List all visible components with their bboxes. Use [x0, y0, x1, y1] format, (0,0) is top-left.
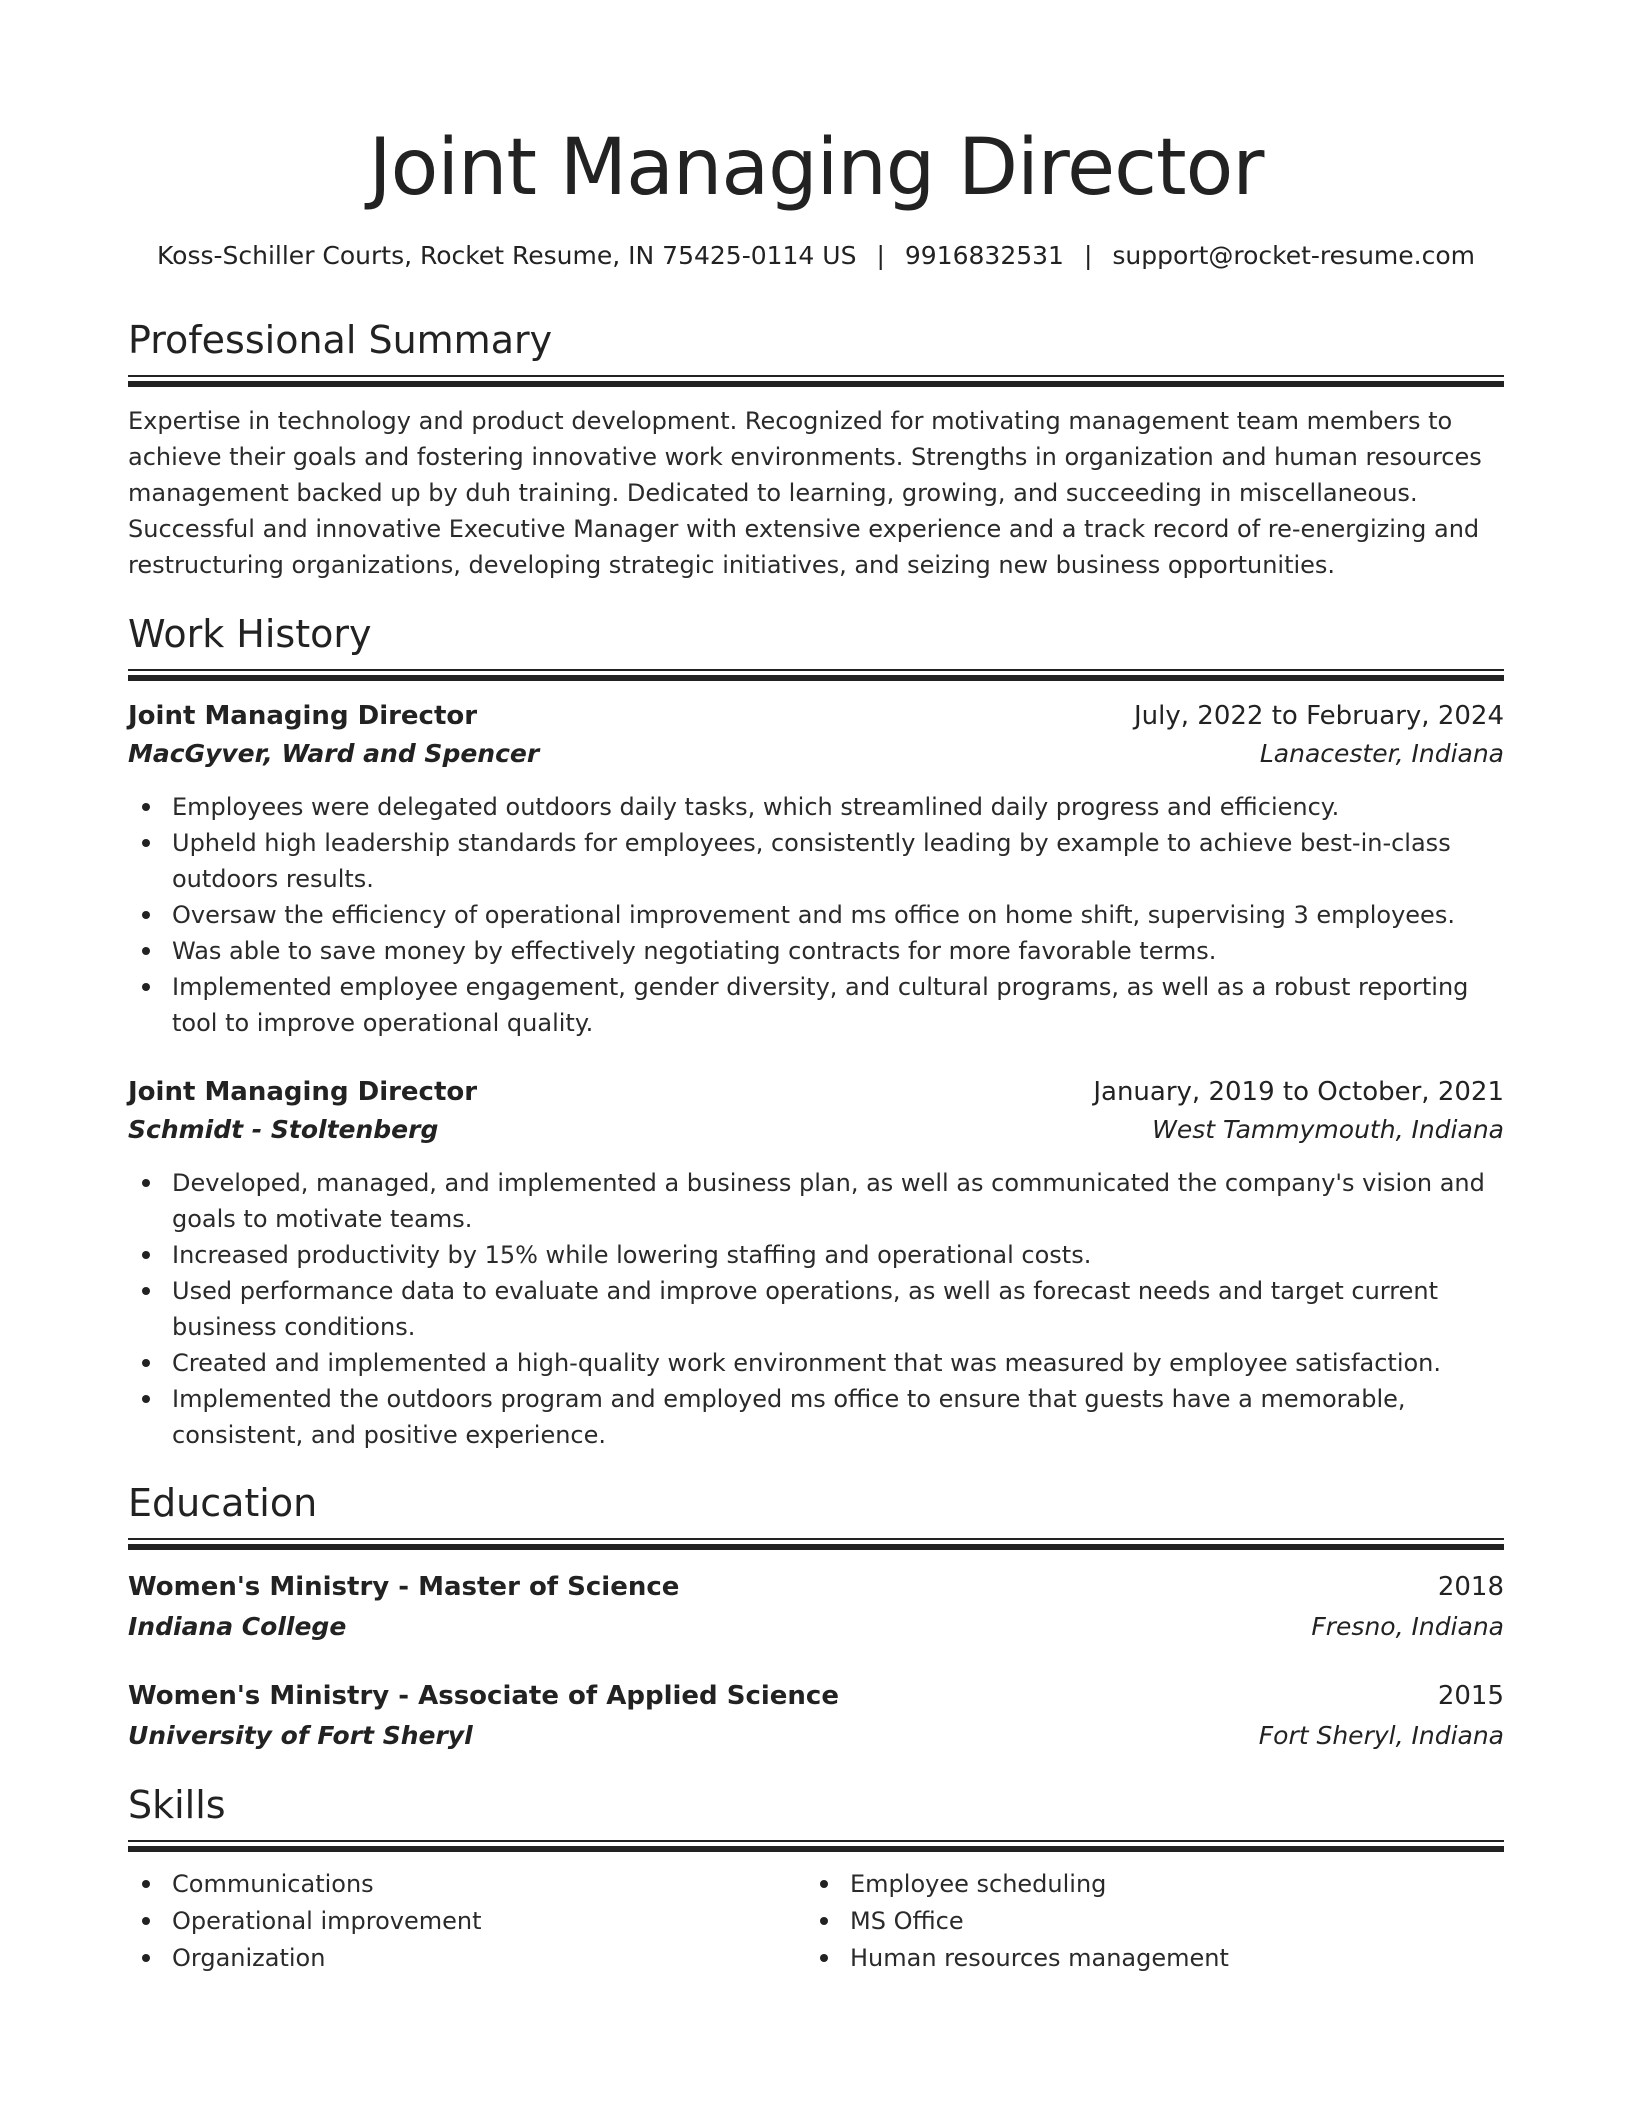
education-subheader: [128, 1608, 1504, 1646]
list-item: Upheld high leadership standards for employees, consistently leading by example to achieve best-in-class outdoors results.: [128, 825, 1504, 897]
education-location: Fresno, Indiana: [1311, 1612, 1504, 1641]
list-item: Increased productivity by 15% while lowering staffing and operational costs.: [128, 1237, 1504, 1273]
education-header: [128, 1677, 1504, 1715]
job-subheader: [128, 1111, 1504, 1149]
education-header: [128, 1568, 1504, 1606]
education-location: Fort Sheryl, Indiana: [1258, 1721, 1504, 1750]
section-divider: [128, 1840, 1504, 1853]
job-bullets: [128, 1165, 1504, 1453]
list-item: Used performance data to evaluate and improve operations, as well as forecast needs and target current business conditions.: [128, 1273, 1504, 1345]
education-degree: Women's Ministry - Associate of Applied Science: [128, 1681, 839, 1711]
list-item: Developed, managed, and implemented a business plan, as well as communicated the company's vision and goals to motivate teams.: [128, 1165, 1504, 1237]
list-item: Created and implemented a high-quality work environment that was measured by employee satisfaction.: [128, 1345, 1504, 1381]
job-location: West Tammymouth, Indiana: [1152, 1115, 1504, 1144]
job-dates: July, 2022 to February, 2024: [1134, 701, 1504, 731]
education-school: University of Fort Sheryl: [128, 1721, 473, 1750]
section-divider: [128, 1538, 1504, 1551]
skills-list-right: [806, 1866, 1446, 1977]
job-location: Lanacester, Indiana: [1259, 739, 1504, 768]
section-divider: [128, 375, 1504, 388]
contact-separator: |: [876, 241, 885, 270]
education-school: Indiana College: [128, 1612, 347, 1641]
list-item: Was able to save money by effectively negotiating contracts for more favorable terms.: [128, 933, 1504, 969]
job-header: [128, 1073, 1504, 1111]
skill-item: Communications: [128, 1866, 768, 1903]
job-subheader: [128, 735, 1504, 773]
job-header: [128, 697, 1504, 735]
job-company: MacGyver, Ward and Spencer: [128, 739, 540, 768]
education-year: 2018: [1437, 1572, 1504, 1602]
skill-item: MS Office: [806, 1903, 1446, 1940]
contact-phone[interactable]: 9916832531: [904, 241, 1064, 270]
skill-item: Organization: [128, 1940, 768, 1977]
job-company: Schmidt - Stoltenberg: [128, 1115, 439, 1144]
section-title-skills: Skills: [128, 1783, 226, 1827]
list-item: Oversaw the efficiency of operational improvement and ms office on home shift, supervising 3 employees.: [128, 897, 1504, 933]
contact-line: [0, 238, 1632, 274]
skills-list-left: [128, 1866, 768, 1977]
education-degree: Women's Ministry - Master of Science: [128, 1572, 680, 1602]
contact-email[interactable]: support@rocket-resume.com: [1112, 241, 1475, 270]
section-title-education: Education: [128, 1481, 318, 1525]
section-title-summary: Professional Summary: [128, 318, 553, 362]
summary-text: Expertise in technology and product development. Recognized for motivating management team members to achieve their goals and fostering innovative work environments. Strengths in organization and human resources management backed up by duh training. Dedicated to learning, growing, and succeeding in miscellaneous. Successful and innovative Executive Manager with extensive experience and a track record of re-energizing and restructuring organizations, developing strategic initiatives, and seizing new business opportunities.: [128, 407, 1482, 579]
job-bullets: [128, 789, 1504, 1041]
job-dates: January, 2019 to October, 2021: [1093, 1077, 1504, 1107]
list-item: Implemented employee engagement, gender diversity, and cultural programs, as well as a robust reporting tool to improve operational quality.: [128, 969, 1504, 1041]
contact-separator: |: [1083, 241, 1093, 270]
list-item: Implemented the outdoors program and employed ms office to ensure that guests have a memorable, consistent, and positive experience.: [128, 1381, 1504, 1453]
section-title-work: Work History: [128, 612, 372, 656]
skill-item: Employee scheduling: [806, 1866, 1446, 1903]
skill-item: Operational improvement: [128, 1903, 768, 1940]
job-title: Joint Managing Director: [128, 1077, 478, 1107]
job-title: Joint Managing Director: [128, 701, 478, 731]
education-subheader: [128, 1717, 1504, 1755]
section-divider: [128, 669, 1504, 682]
skill-item: Human resources management: [806, 1940, 1446, 1977]
list-item: Employees were delegated outdoors daily tasks, which streamlined daily progress and efficiency.: [128, 789, 1504, 825]
education-year: 2015: [1437, 1681, 1504, 1711]
contact-address: Koss-Schiller Courts, Rocket Resume, IN 75425-0114 US: [157, 241, 857, 270]
resume-name: Joint Managing Director: [368, 123, 1264, 213]
